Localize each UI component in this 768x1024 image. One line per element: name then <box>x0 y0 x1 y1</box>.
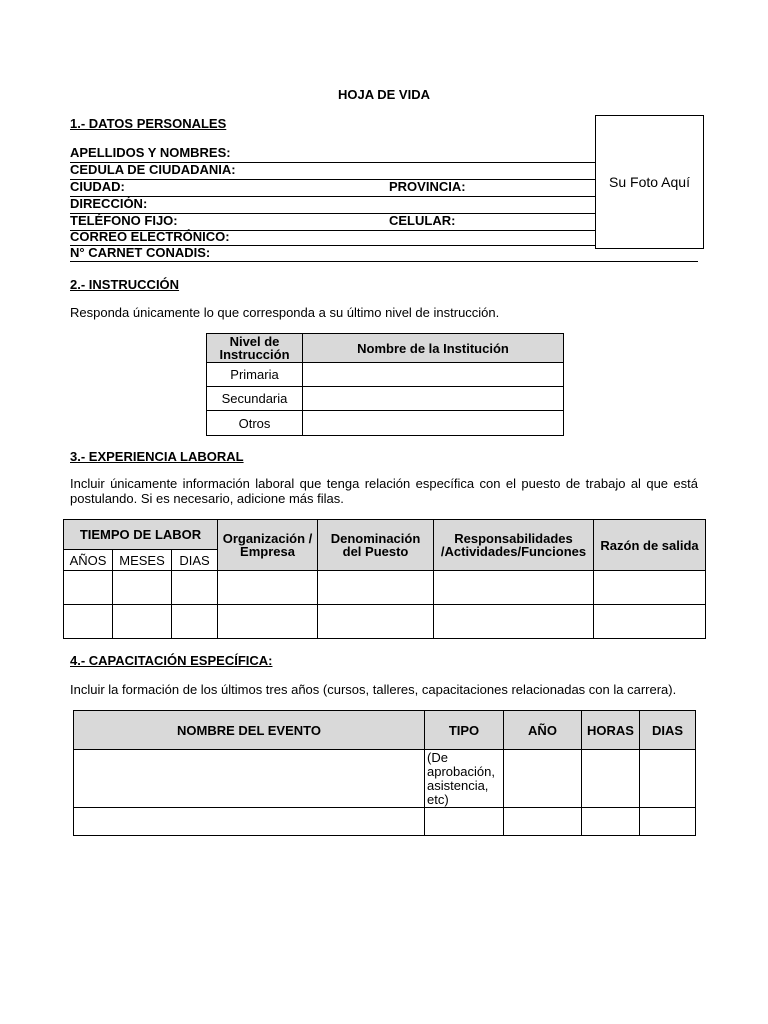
field-correo-label: CORREO ELECTRÓNICO: <box>70 229 230 244</box>
experiencia-subheader-dias: DIAS <box>172 550 218 571</box>
field-cedula-label: CEDULA DE CIUDADANIA: <box>70 162 236 177</box>
instruccion-level-otros: Otros <box>207 411 303 436</box>
experiencia-cell[interactable] <box>434 571 594 605</box>
section-capacitacion-heading: 4.- CAPACITACIÓN ESPECÍFICA: <box>70 653 273 668</box>
experiencia-cell[interactable] <box>594 605 706 639</box>
capacitacion-cell[interactable] <box>504 750 582 808</box>
experiencia-subheader-meses: MESES <box>113 550 172 571</box>
experiencia-cell[interactable] <box>594 571 706 605</box>
field-carnet-line[interactable] <box>70 261 698 262</box>
table-row <box>74 808 696 836</box>
capacitacion-cell[interactable] <box>74 750 425 808</box>
experiencia-header-denominacion: Denominación del Puesto <box>318 520 434 571</box>
capacitacion-header-ano: AÑO <box>504 711 582 750</box>
capacitacion-cell[interactable] <box>582 750 640 808</box>
experiencia-cell[interactable] <box>218 571 318 605</box>
capacitacion-header-tipo: TIPO <box>425 711 504 750</box>
section-instruccion-instruction: Responda únicamente lo que corresponda a su último nivel de instrucción. <box>70 305 500 320</box>
table-row <box>207 363 564 387</box>
experiencia-header-razon-salida: Razón de salida <box>594 520 706 571</box>
field-provincia-label: PROVINCIA: <box>389 179 466 194</box>
experiencia-cell[interactable] <box>318 571 434 605</box>
instruccion-header-nivel: Nivel de Instrucción <box>207 334 303 363</box>
capacitacion-cell[interactable] <box>74 808 425 836</box>
instruccion-institution-cell[interactable] <box>303 387 564 411</box>
field-ciudad-line[interactable] <box>70 196 595 197</box>
section-experiencia-instruction: Incluir únicamente información laboral que tenga relación específica con el puesto de trabajo al que está postulando. Si es necesario, adicione más filas. <box>70 476 698 506</box>
field-celular-label: CELULAR: <box>389 213 456 228</box>
capacitacion-cell[interactable] <box>425 808 504 836</box>
experiencia-cell[interactable] <box>318 605 434 639</box>
experiencia-table <box>63 519 706 639</box>
capacitacion-tipo-note[interactable]: (De aprobación, asistencia, etc) <box>425 750 504 808</box>
capacitacion-cell[interactable] <box>640 750 696 808</box>
field-telefono-label: TELÉFONO FIJO: <box>70 213 178 228</box>
capacitacion-header-horas: HORAS <box>582 711 640 750</box>
capacitacion-cell[interactable] <box>582 808 640 836</box>
section-capacitacion-instruction: Incluir la formación de los últimos tres años (cursos, talleres, capacitaciones relacionadas con la carrera). <box>70 682 677 697</box>
table-row <box>74 750 696 808</box>
field-apellidos-label: APELLIDOS Y NOMBRES: <box>70 145 231 160</box>
field-carnet-label: N° CARNET CONADIS: <box>70 245 211 260</box>
document-title: HOJA DE VIDA <box>338 87 430 102</box>
experiencia-header-tiempo-labor: TIEMPO DE LABOR <box>64 520 218 550</box>
photo-label: Su Foto Aquí <box>609 174 690 190</box>
capacitacion-header-nombre: NOMBRE DEL EVENTO <box>74 711 425 750</box>
instruccion-institution-cell[interactable] <box>303 363 564 387</box>
experiencia-cell[interactable] <box>434 605 594 639</box>
experiencia-header-responsabilidades: Responsabilidades /Actividades/Funciones <box>434 520 594 571</box>
table-row <box>207 411 564 436</box>
instruccion-header-institucion: Nombre de la Institución <box>303 334 564 363</box>
experiencia-cell[interactable] <box>218 605 318 639</box>
experiencia-cell[interactable] <box>113 571 172 605</box>
instruccion-table <box>206 333 564 436</box>
experiencia-header-organizacion: Organización / Empresa <box>218 520 318 571</box>
capacitacion-cell[interactable] <box>640 808 696 836</box>
capacitacion-cell[interactable] <box>504 808 582 836</box>
section-instruccion-heading: 2.- INSTRUCCIÓN <box>70 277 180 292</box>
experiencia-cell[interactable] <box>64 571 113 605</box>
capacitacion-table <box>73 710 696 836</box>
experiencia-cell[interactable] <box>172 571 218 605</box>
experiencia-cell[interactable] <box>64 605 113 639</box>
table-row <box>207 387 564 411</box>
photo-placeholder[interactable] <box>595 115 704 249</box>
table-row <box>64 571 706 605</box>
experiencia-cell[interactable] <box>113 605 172 639</box>
experiencia-subheader-anos: AÑOS <box>64 550 113 571</box>
section-datos-personales-heading: 1.- DATOS PERSONALES <box>70 116 227 131</box>
instruccion-level-primaria: Primaria <box>207 363 303 387</box>
section-experiencia-heading: 3.- EXPERIENCIA LABORAL <box>70 449 244 464</box>
table-row <box>64 605 706 639</box>
capacitacion-header-dias: DIAS <box>640 711 696 750</box>
instruccion-level-secundaria: Secundaria <box>207 387 303 411</box>
field-ciudad-label: CIUDAD: <box>70 179 125 194</box>
field-cedula-line[interactable] <box>70 179 595 180</box>
instruccion-institution-cell[interactable] <box>303 411 564 436</box>
experiencia-cell[interactable] <box>172 605 218 639</box>
field-direccion-label: DIRECCIÓN: <box>70 196 148 211</box>
